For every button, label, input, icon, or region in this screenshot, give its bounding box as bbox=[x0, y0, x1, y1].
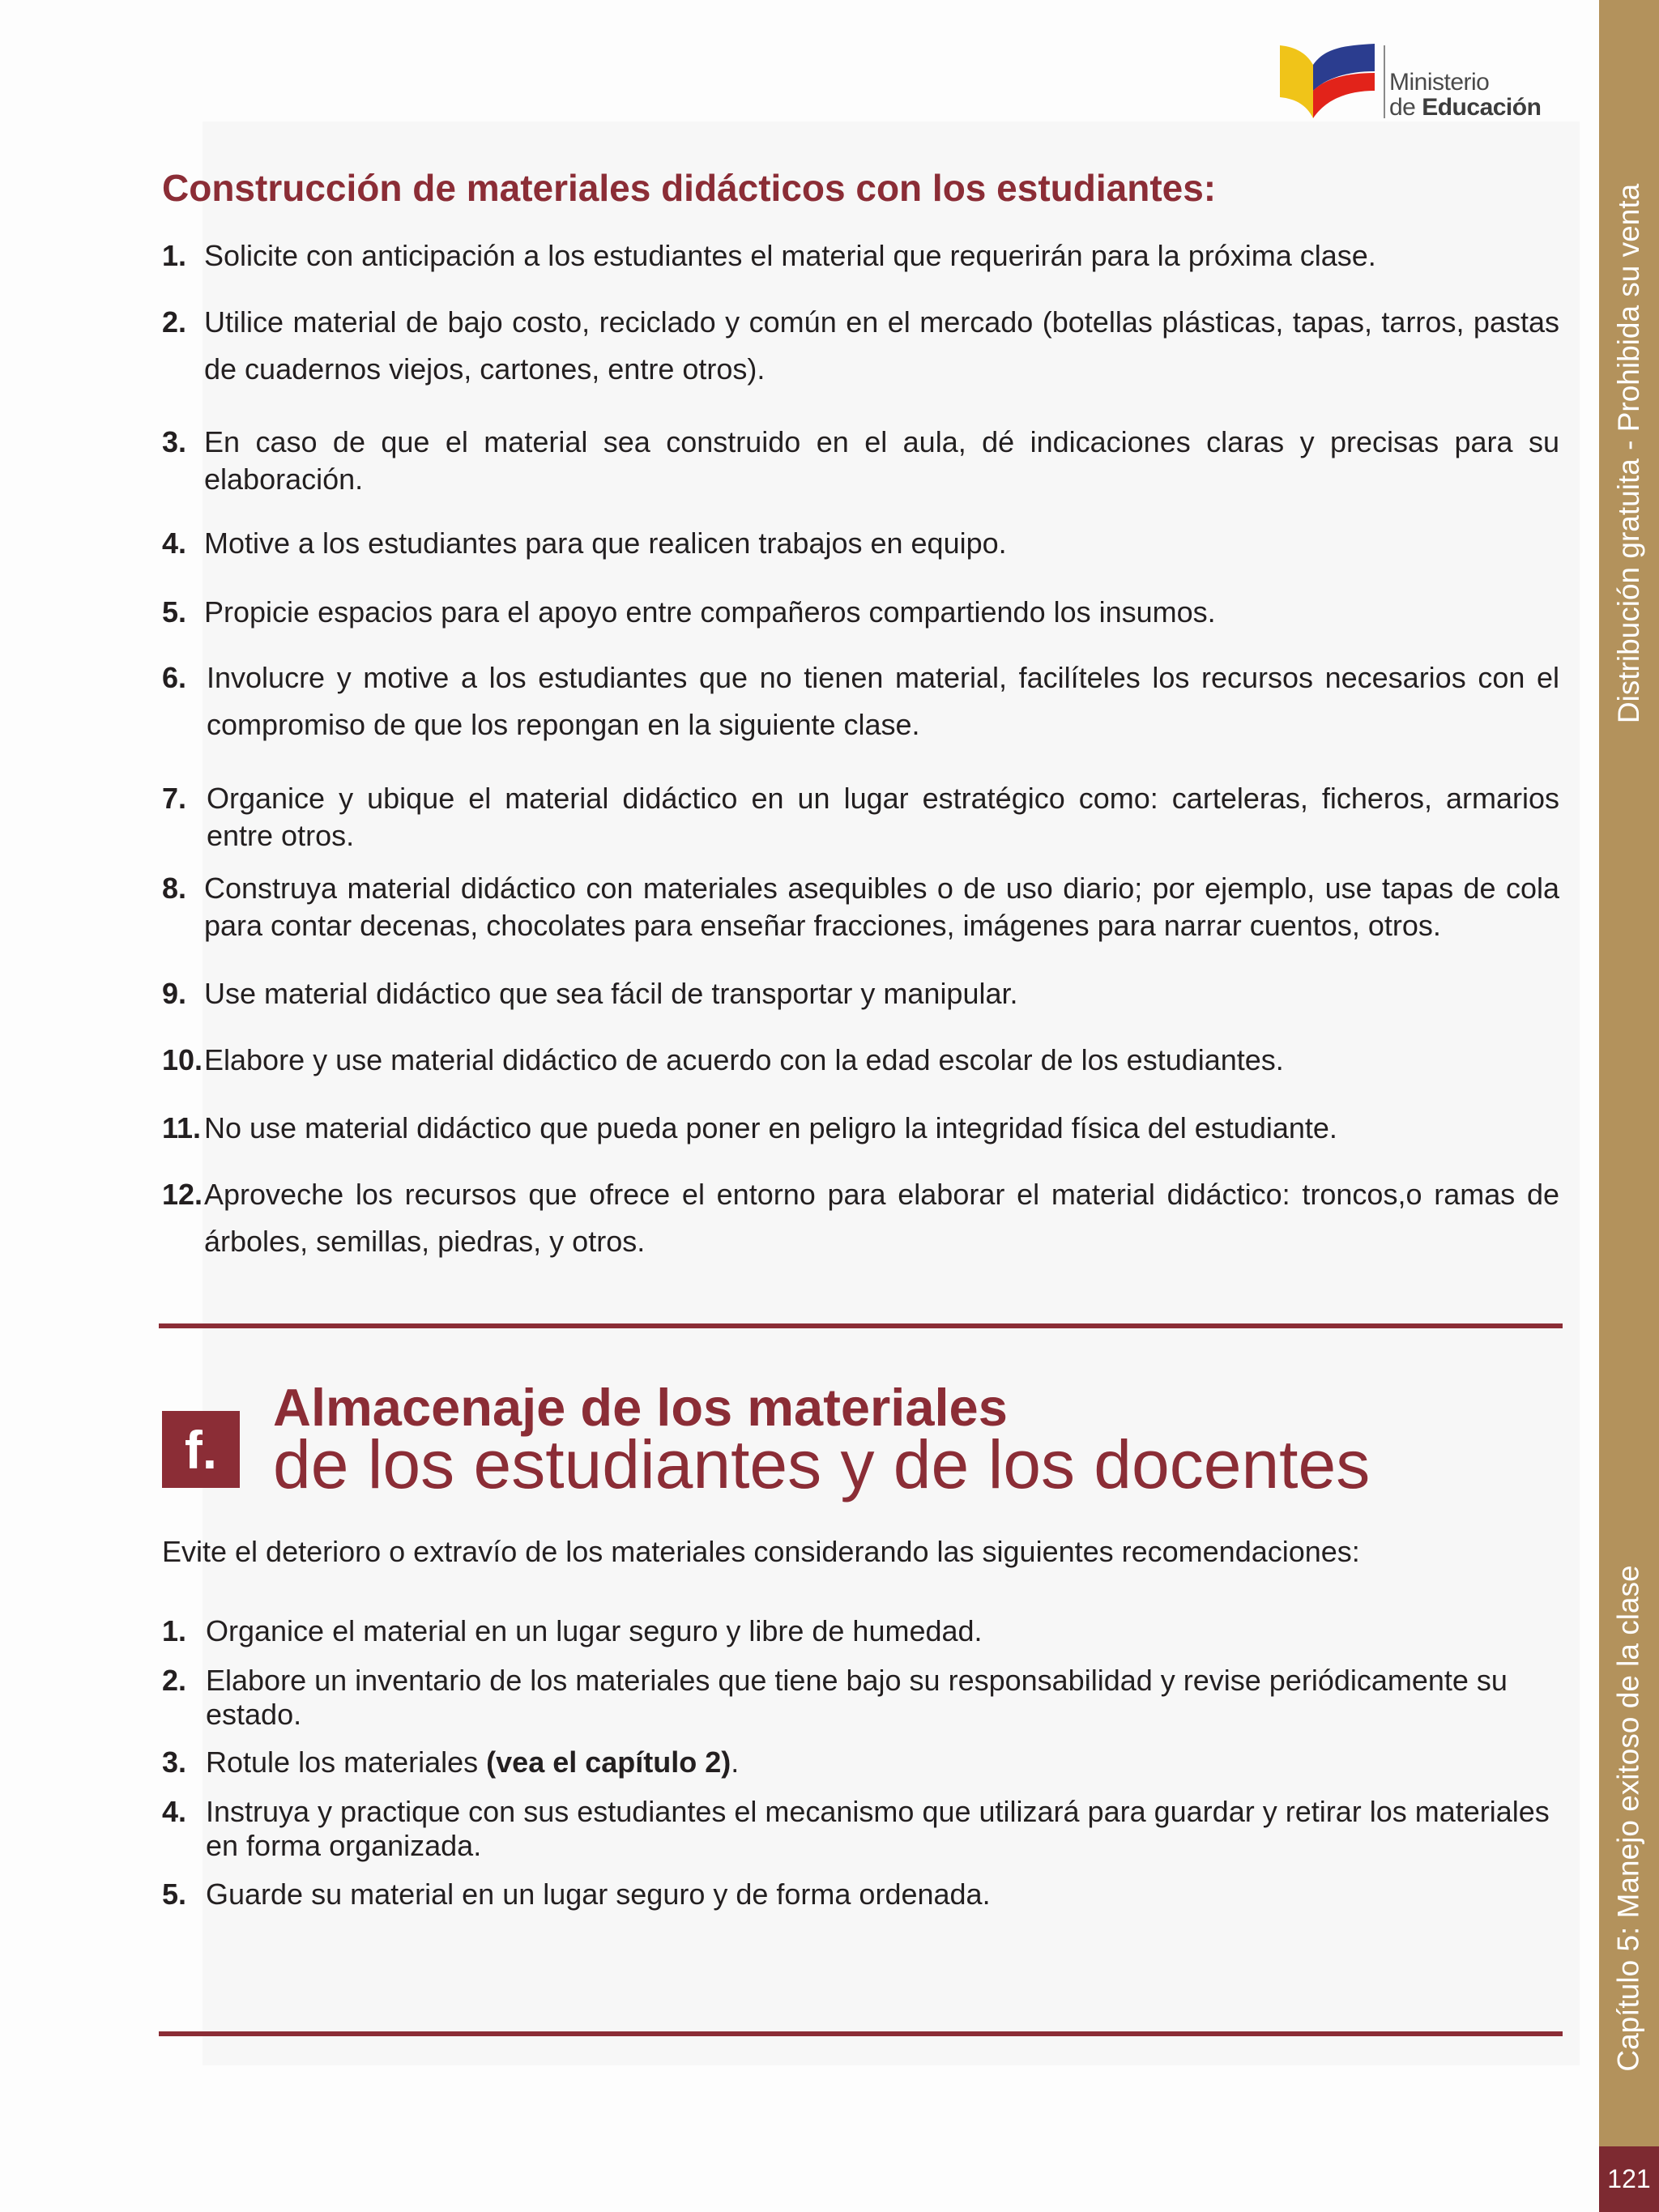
section-divider bbox=[159, 1323, 1563, 1328]
logo-line-educacion: de Educación bbox=[1389, 94, 1542, 121]
list-item: 1. Solicite con anticipación a los estudiantes el material que requerirán para la próxima clase. bbox=[162, 239, 1376, 272]
logo-divider bbox=[1384, 45, 1385, 118]
list-item: 11. No use material didáctico que pueda poner en peligro la integridad física del estudiante. bbox=[162, 1111, 1337, 1144]
list-item: 1. Organice el material en un lugar seguro y libre de humedad. bbox=[162, 1614, 983, 1647]
list-item: 5. Guarde su material en un lugar seguro y de forma ordenada. bbox=[162, 1877, 991, 1911]
list-item: 8. Construya material didáctico con materiales asequibles o de uso diario; por ejemplo, use tapas de cola para contar decenas, chocolates para enseñar fracciones, imágenes para narrar cuentos, otros. bbox=[162, 872, 1559, 942]
list-item: 3. En caso de que el material sea construido en el aula, dé indicaciones claras y precisas para su elaboración. bbox=[162, 425, 1559, 496]
list-item: 4. Motive a los estudiantes para que realicen trabajos en equipo. bbox=[162, 526, 1007, 560]
list-item: 4. Instruya y practique con sus estudiantes el mecanismo que utilizará para guardar y retirar los materiales en forma organizada. bbox=[162, 1795, 1550, 1862]
list-item: 2. Elabore un inventario de los materiales que tiene bajo su responsabilidad y revise periódicamente su estado. bbox=[162, 1664, 1508, 1731]
list-item: 2. Utilice material de bajo costo, reciclado y común en el mercado (botellas plásticas, tapas, tarros, pastas de cuadernos viejos, cartones, entre otros). bbox=[162, 305, 1559, 386]
list-item: 7. Organice y ubique el material didáctico en un lugar estratégico como: carteleras, ficheros, armarios entre otros. bbox=[162, 782, 1559, 852]
list-item: 12. Aproveche los recursos que ofrece el entorno para elaborar el material didáctico: troncos,o ramas de árboles, semillas, piedras, y otros. bbox=[162, 1178, 1559, 1258]
list-item: 3. Rotule los materiales (vea el capítulo 2). bbox=[162, 1745, 740, 1779]
section-letter-badge: f. bbox=[162, 1411, 240, 1488]
list-item: 6. Involucre y motive a los estudiantes que no tienen material, facilíteles los recursos necesarios con el compromiso de que los repongan en la siguiente clase. bbox=[162, 661, 1559, 741]
section-storage-subtitle: de los estudiantes y de los docentes bbox=[273, 1426, 1371, 1502]
sidebar-band bbox=[1599, 0, 1659, 2212]
sidebar-distribution-note: Distribución gratuita - Prohibida su venta bbox=[1612, 183, 1645, 724]
sidebar-chapter-title: Capítulo 5: Manejo exitoso de la clase bbox=[1612, 1565, 1646, 2072]
logo-wordmark bbox=[1389, 70, 1541, 120]
logo-line-ministerio: Ministerio bbox=[1389, 69, 1490, 96]
ecuador-flag-book-icon bbox=[1276, 40, 1381, 121]
list-item: 9. Use material didáctico que sea fácil de transportar y manipular. bbox=[162, 977, 1018, 1010]
page-number: 121 bbox=[1599, 2146, 1659, 2212]
ministerio-logo bbox=[1276, 40, 1551, 121]
list-item: 5. Propicie espacios para el apoyo entre compañeros compartiendo los insumos. bbox=[162, 595, 1216, 629]
list-item: 10. Elabore y use material didáctico de acuerdo con la edad escolar de los estudiantes. bbox=[162, 1043, 1284, 1076]
section-divider bbox=[159, 2031, 1563, 2036]
section-storage-title: Almacenaje de los materiales bbox=[273, 1378, 1008, 1437]
storage-intro: Evite el deterioro o extravío de los materiales considerando las siguientes recomendaciones: bbox=[162, 1535, 1360, 1568]
section-construction-heading: Construcción de materiales didácticos con los estudiantes: bbox=[162, 167, 1217, 209]
